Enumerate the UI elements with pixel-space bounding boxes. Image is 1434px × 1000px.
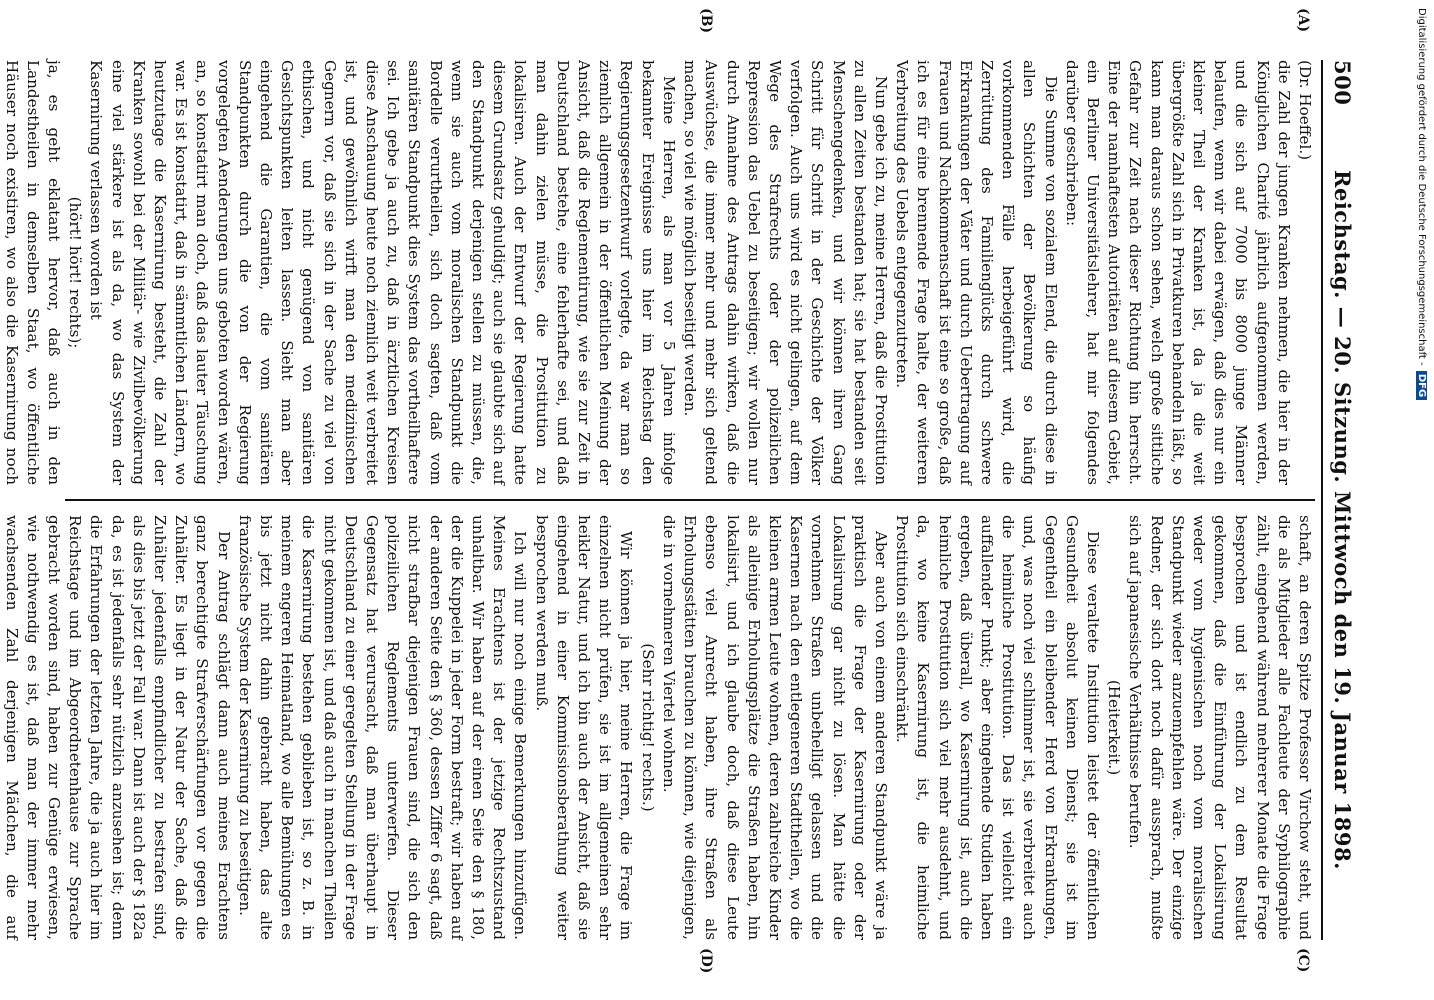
dfg-badge: DFG <box>1416 371 1427 400</box>
paragraph: (hört! hört! rechts); <box>66 196 85 349</box>
paragraph: Meine Herren, als man vor 5 Jahren infolge bekannter Ereignisse uns hier im Reichstag den Regierungsgesetzentwurf vorlegte, da war man so ziemlich allgemein in der öffentlichen Meinung der Ansicht, daß die Reglementirung, wie sie zur Zeit in Deutschland bestehe, eine fehlerhafte sei, und daß man dahin zielen müsse, die Prostitution zu lokalisiren. Auch der Entwurf der Regierung hatte diesem Grundsatz gehuldigt; auch sie glaubte sich auf den Standpunkt derjenigen stellen zu müssen, die, wenn sie auch vom moralischen Standpunkt die Bordelle verurtheilen, sich doch sagten, daß vom sanitären Standpunkt dies System das vortheilhaftere sei. Ich gebe ja auch zu, daß in ärztlichen Kreisen diese Anschauung heute noch ziemlich weit verbreitet ist, und gewöhnlich wirft man den medizinischen Gegnern vor, daß sie sich in der Sache zu viel von ethischen, und nicht genügend von sanitären Gesichtspunkten leiten lassen. Sieht man aber eingehend die Garantien, die vom sanitären Standpunkten durch die von der Regierung vorgelegten Aenderungen uns geboten worden wären, an, so konstatirt man doch, daß das lauter Täuschung war. Es ist konstatirt, daß in sämmtlichen Ländern, wo heutzutage die Kasernirung besteht, die Zahl der Kranken sowohl bei der Militär- wie Zivilbevölkerung eine viel stärkere ist als da, wo das System der Kasernirung verlassen worden ist <box>87 60 678 485</box>
paragraph: Der Antrag schlägt dann auch meines Erachtens ganz berechtigte Strafverschärfungen vor gegen die Zuhälter. Es liegt in der Natur der Sache, daß die Zuhälter jedenfalls empfindlicher zu bestrafen sind, als dies bis jetzt der Fall war. Dann ist auch der § 182a da, es ist jedenfalls sehr nützlich anzusehen ist; denn die Erfahrungen der letzten Jahre, die ja auch hier im Reichstage und im Abgeordnetenhause zur Sprache gebracht worden sind, haben zur Genüge erwiesen, wie nothwendig es ist, daß man der immer mehr wachsenden Zahl derjenigen Mädchen, die auf <box>2 515 233 940</box>
margin-mark-b: (B) <box>698 8 714 34</box>
page-number: 500 <box>1330 60 1355 106</box>
margin-mark-a: (A) <box>1295 8 1311 33</box>
paragraph: Die Summe von sozialem Elend, die durch diese in allen Schichten der Bevölkerung so häufig vorkommenden Fälle herbeigeführt wird, die Zerrüttung des Familienglücks durch schwere Erkrankungen der Väter und durch Uebertragung auf Frauen und Nachkommenschaft ist eine so große, daß ich es für eine brennende Frage halte, der weiteren Verbreitung des Uebels entgegenzutreten. <box>893 60 1060 485</box>
digitization-credit: Digitalisierung gefördert durch die Deutsche Forschungsgemeinschaft - <box>1416 8 1427 366</box>
right-column <box>2 515 1315 940</box>
margin-mark-d: (D) <box>698 948 714 974</box>
header-rule <box>1321 60 1323 940</box>
footer-strip <box>1413 0 1433 1000</box>
paragraph: (Dr. Hoeffel.) <box>1296 60 1314 161</box>
page-body <box>2 8 1359 974</box>
paragraph: Ich will nur noch einige Bemerkungen hinzufügen. Meines Erachtens ist der jetzige Rechtszustand unhaltbar. Wir haben auf der einen Seite den § 180, der die Kuppelei in jeder Form bestraft; wir haben auf der anderen Seite den § 360, dessen Ziffer 6 sagt, daß nicht strafbar diejenigen Frauen sind, die sich den polizeilichen Reglements unterwerfen. Dieser Gegensatz hat verursacht, daß man überhaupt in Deutschland zu einer geregelten Stellung in der Frage nicht gekommen ist, und daß auch in manchen Theilen die Kasernirung bestehen geblieben ist, so z. B. in meinem engeren Heimatland, wo alle Bemühungen es bis jetzt nicht dahin gebracht haben, das alte französische System der Kasernirung zu beseitigen. <box>235 515 530 940</box>
paragraph: ja, es geht eklatant hervor, daß auch in den Landestheilen in demselben Staat, wo öffentliche Häuser noch existiren, wo also die Kasernirung noch <box>2 60 64 485</box>
left-column <box>2 60 1315 485</box>
paragraph: (Heiterkeit.) <box>1105 679 1124 776</box>
running-header <box>1325 60 1359 940</box>
margin-mark-c: (C) <box>1295 948 1311 973</box>
paragraph: Wir können ja hier, meine Herren, die Frage im einzelnen nicht prüfen, sie ist im allgemeinen sehr heikler Natur, und ich bin auch der Ansicht, daß sie eingehend in einer Kommissionsberathung weiter besprochen werden muß. <box>532 515 636 940</box>
paragraph: Nun gebe ich zu, meine Herren, daß die Prostitution zu allen Zeiten bestanden hat; sie hat bestanden seit Menschengedenken, und wir können ihren Gang Schritt für Schritt in der Geschichte der Völker verfolgen. Auch uns wird es nicht gelingen, auf dem Wege des Strafrechts oder der polizeilichen Repression das Uebel zu beseitigen; wir wollen nur durch Annahme des Antrags dahin wirken, daß die Auswüchse, die immer mehr und mehr sich geltend machen, so viel wie möglich beseitigt werden. <box>681 60 890 485</box>
paragraph: schaft, an deren Spitze Professor Virchow steht, und die als Mitglieder alle Fachleute der Syphilographie zählt, eingehend während mehrerer Monate die Frage besprochen und ist endlich zu dem Resultat gekommen, daß die Einführung der Lokalisirung weder vom hygienischen noch vom moralischen Standpunkt wieder anzuempfehlen wäre. Der einzige Redner, der sich dort noch dafür aussprach, mußte sich auf japanesische Verhältnisse berufen. <box>1126 515 1314 940</box>
page-title: Reichstag. — 20. Sitzung. Mittwoch den 19. Januar 1898. <box>1330 170 1355 870</box>
paragraph: die Zahl der jungen Kranken nehmen, die hier in der Königlichen Charité jährlich aufgenommen werden, und die sich auf 7000 bis 8000 junge Männer belaufen, wenn wir dabei erwägen, daß dies nur ein kleiner Theil der Kranken ist, da ja die weit übergrößte Zahl sich in Privatkuren behandeln läßt, so kann man daraus schon sehen, welch große sittliche Gefahr zur Zeit nach dieser Richtung hin herrscht. Eine der namhaftesten Autoritäten auf diesem Gebiet, ein Berliner Universitätslehrer, hat mir folgendes darüber geschrieben: <box>1062 60 1293 485</box>
paragraph: Diese veraltete Institution leistet der öffentlichen Gesundheit absolut keinen Dienst; sie ist im Gegentheil ein bleibender Herd von Erkrankungen, und, was noch viel schlimmer ist, sie verbreitet auch die heimliche Prostitution. Das ist vielleicht ein auffallender Punkt; aber eingehende Studien haben ergeben, daß überall, wo Kasernirung ist, auch die heimliche Prostitution sich viel mehr ausdehnt, und da, wo keine Kasernirung ist, die heimliche Prostitution sich einschränkt. <box>893 515 1102 940</box>
paragraph: Aber auch von einem anderen Standpunkt wäre ja praktisch die Frage der Kasernirung oder der Lokalisirung gar nicht zu lösen. Man hätte die vornehmen Straßen unbehelligt gelassen und die Kasernen nach den entlegeneren Stadttheilen, wo die kleinen armen Leute wohnen, deren zahlreiche Kinder als alleinige Erholungsplätze die Straßen haben, hin lokalisirt, und ich glaube doch, daß diese Leute ebenso viel Anrecht haben, ihre Straßen als Erholungsstätten brauchen zu können, wie diejenigen, die in vornehmeren Viertel wohnen. <box>659 515 890 940</box>
paragraph: (Sehr richtig! rechts.) <box>638 643 657 812</box>
column-divider <box>65 499 1315 501</box>
